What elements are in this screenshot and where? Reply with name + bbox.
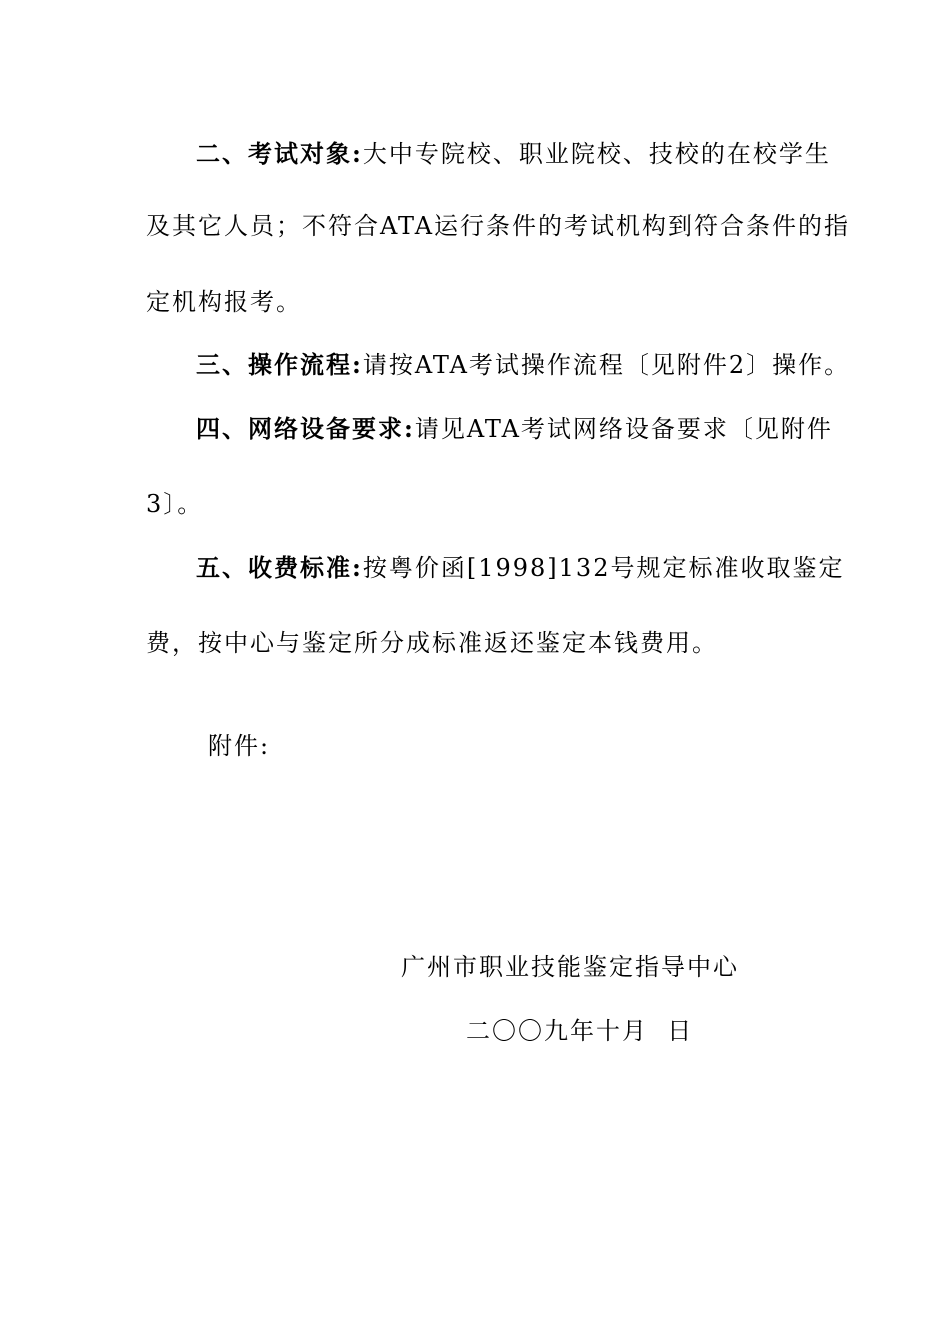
section-4-heading: 四、网络设备要求: [196,414,415,443]
section-2-line-3: 定机构报考。 [146,288,302,316]
signature-date: 二〇〇九年十月 日 [466,1017,694,1045]
section-2-heading: 二、考试对象: [196,139,363,168]
section-4-line-1 [196,414,833,444]
section-3-heading: 三、操作流程: [196,350,363,379]
section-2-line-1 [196,139,831,169]
section-5-text-1: 按粤价函[1998]132号规定标准收取鉴定 [362,554,845,582]
section-5-heading: 五、收费标准: [196,553,363,582]
section-3-line-1 [196,350,850,380]
signature-organization: 广州市职业技能鉴定指导中心 [401,953,739,981]
section-5-line-2: 费，按中心与鉴定所分成标准返还鉴定本钱费用。 [146,629,718,657]
section-4-text-1: 请见ATA考试网络设备要求〔见附件 [414,415,833,443]
section-5-line-1 [196,553,844,583]
section-4-line-2: 3〕。 [146,490,204,518]
section-2-text-1: 大中专院校、职业院校、技校的在校学生 [362,140,831,168]
attachment-label: 附件: [208,732,271,760]
section-3-text-1: 请按ATA考试操作流程〔见附件2〕操作。 [362,351,851,379]
section-2-line-2: 及其它人员；不符合ATA运行条件的考试机构到符合条件的指 [146,212,851,240]
